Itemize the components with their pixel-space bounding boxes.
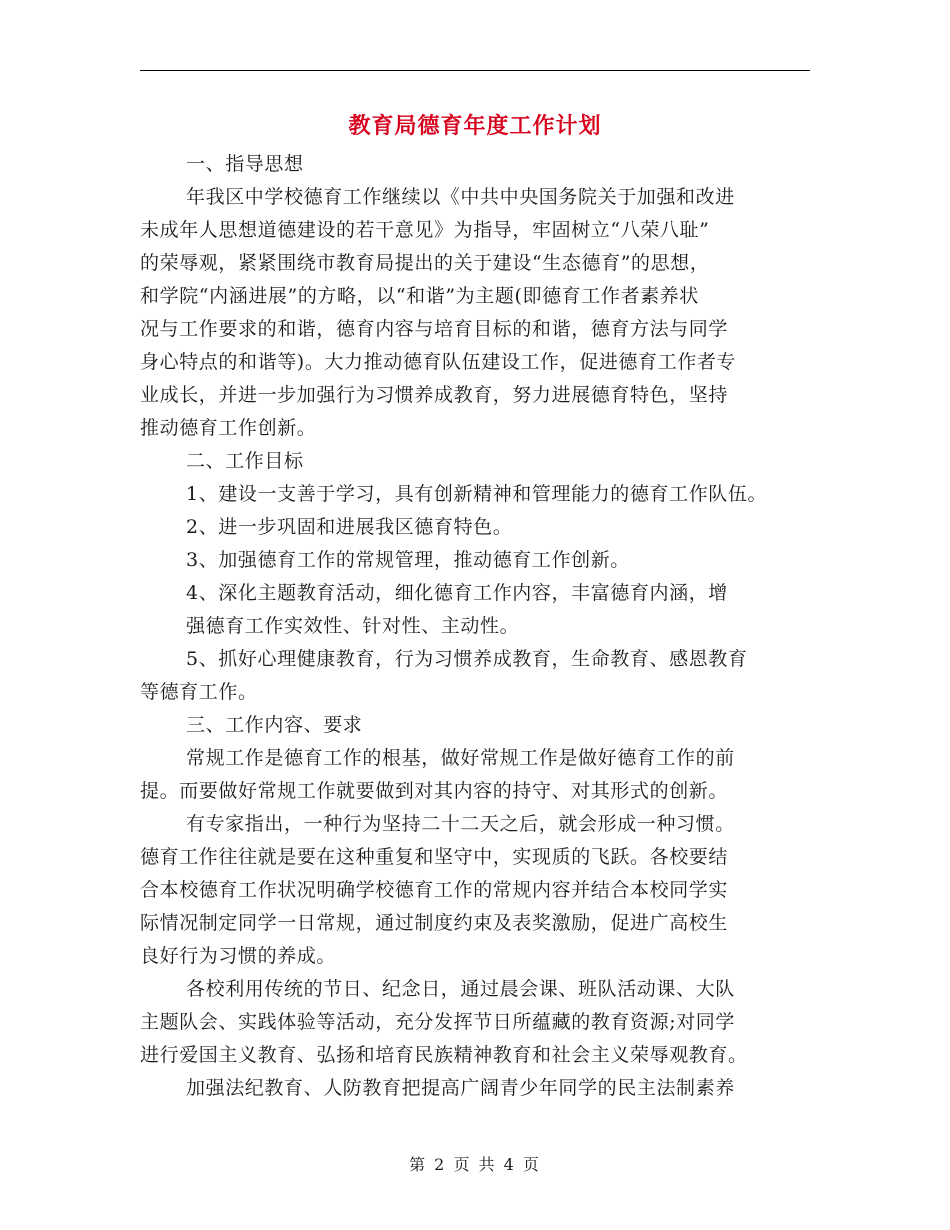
paragraph-line: 主题队会、实践体验等活动，充分发挥节日所蕴藏的教育资源;对同学 xyxy=(140,1011,736,1033)
paragraph-line: 常规工作是德育工作的根基，做好常规工作是做好德育工作的前 xyxy=(186,747,735,769)
paragraph-line: 况与工作要求的和谐，德育内容与培育目标的和谐，德育方法与同学 xyxy=(140,318,729,340)
document-title: 教育局德育年度工作计划 xyxy=(348,113,602,139)
paragraph-line: 提。而要做好常规工作就要做到对其内容的持守、对其形式的创新。 xyxy=(140,780,729,802)
paragraph-line: 未成年人思想道德建设的若干意见》为指导，牢固树立“八荣八耻” xyxy=(140,219,710,241)
paragraph-line: 德育工作往往就是要在这种重复和坚守中，实现质的飞跃。各校要结 xyxy=(140,846,729,868)
list-item: 3、加强德育工作的常规管理，推动德育工作创新。 xyxy=(186,549,630,571)
list-item-continuation: 等德育工作。 xyxy=(140,681,258,703)
paragraph-line: 合本校德育工作状况明确学校德育工作的常规内容并结合本校同学实 xyxy=(140,879,729,901)
paragraph-line: 加强法纪教育、人防教育把提高广阔青少年同学的民主法制素养 xyxy=(186,1077,735,1099)
list-item-continuation: 强德育工作实效性、针对性、主动性。 xyxy=(186,615,520,637)
paragraph-line: 的荣辱观，紧紧围绕市教育局提出的关于建设“生态德育”的思想， xyxy=(140,252,710,274)
list-item: 2、进一步巩固和进展我区德育特色。 xyxy=(186,516,513,538)
paragraph-line: 各校利用传统的节日、纪念日，通过晨会课、班队活动课、大队 xyxy=(186,978,735,1000)
section-heading: 三、工作内容、要求 xyxy=(186,714,363,736)
list-item: 1、建设一支善于学习，具有创新精神和管理能力的德育工作队伍。 xyxy=(186,483,768,505)
paragraph-line: 身心特点的和谐等)。大力推动德育队伍建设工作，促进德育工作者专 xyxy=(140,351,737,373)
paragraph-line: 进行爱国主义教育、弘扬和培育民族精神教育和社会主义荣辱观教育。 xyxy=(140,1044,748,1066)
list-item: 5、抓好心理健康教育，行为习惯养成教育，生命教育、感恩教育 xyxy=(186,648,748,670)
paragraph-line: 业成长，并进一步加强行为习惯养成教育，努力进展德育特色，坚持 xyxy=(140,384,729,406)
paragraph-line: 和学院“内涵进展”的方略，以“和谐”为主题(即德育工作者素养状 xyxy=(140,285,699,307)
paragraph-line: 良好行为习惯的养成。 xyxy=(140,945,337,967)
paragraph-line: 际情况制定同学一日常规，通过制度约束及表奖激励，促进广高校生 xyxy=(140,912,729,934)
paragraph-line: 有专家指出，一种行为坚持二十二天之后，就会形成一种习惯。 xyxy=(186,813,735,835)
section-heading: 一、指导思想 xyxy=(186,153,304,175)
page-number: 第 2 页 共 4 页 xyxy=(409,1155,541,1174)
paragraph-line: 推动德育工作创新。 xyxy=(140,417,317,439)
paragraph-line: 年我区中学校德育工作继续以《中共中央国务院关于加强和改进 xyxy=(186,186,735,208)
section-heading: 二、工作目标 xyxy=(186,450,304,472)
list-item: 4、深化主题教育活动，细化德育工作内容，丰富德育内涵，增 xyxy=(186,582,728,604)
